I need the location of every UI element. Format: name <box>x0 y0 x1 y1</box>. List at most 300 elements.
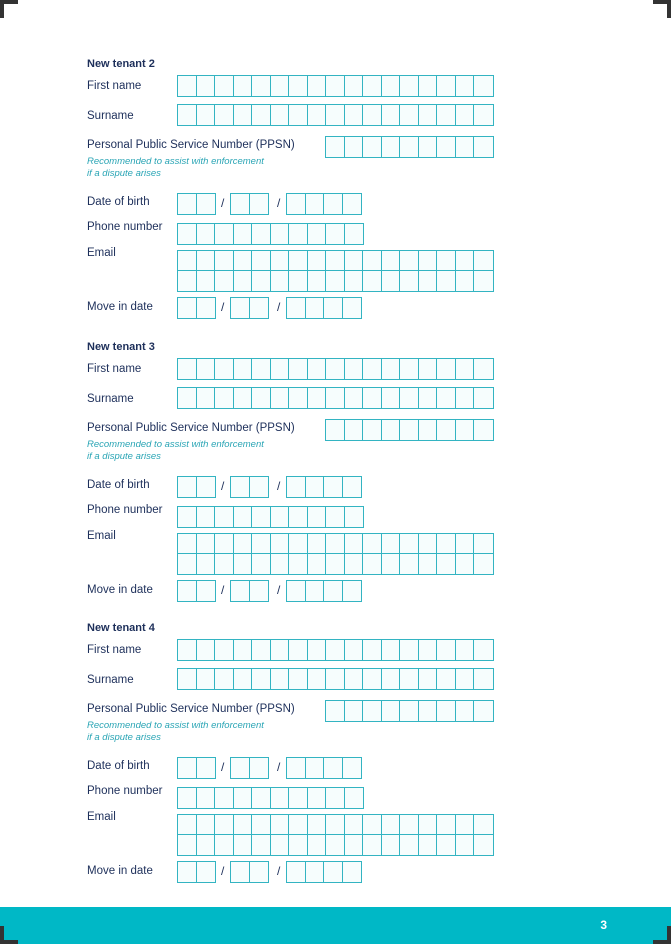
character-box[interactable] <box>363 137 382 157</box>
character-box[interactable] <box>382 815 401 835</box>
character-box[interactable] <box>456 137 475 157</box>
character-box[interactable] <box>382 640 401 660</box>
character-box[interactable] <box>234 76 253 96</box>
character-box[interactable] <box>308 76 327 96</box>
character-box[interactable] <box>326 76 345 96</box>
character-box[interactable] <box>197 359 216 379</box>
character-box[interactable] <box>419 359 438 379</box>
ppsn-boxes[interactable] <box>325 419 494 441</box>
character-box[interactable] <box>437 137 456 157</box>
character-box[interactable] <box>306 758 325 778</box>
character-box[interactable] <box>382 271 401 291</box>
character-box[interactable] <box>234 640 253 660</box>
character-box[interactable] <box>345 554 364 574</box>
dob-day-boxes[interactable] <box>177 476 216 498</box>
character-box[interactable] <box>215 835 234 855</box>
character-box[interactable] <box>363 701 382 721</box>
character-box[interactable] <box>178 359 197 379</box>
character-box[interactable] <box>197 815 216 835</box>
character-box[interactable] <box>324 862 343 882</box>
character-box[interactable] <box>326 137 345 157</box>
character-box[interactable] <box>308 815 327 835</box>
character-box[interactable] <box>178 815 197 835</box>
character-box[interactable] <box>400 835 419 855</box>
phone-boxes[interactable] <box>177 223 364 245</box>
character-box[interactable] <box>419 815 438 835</box>
character-box[interactable] <box>456 534 475 554</box>
character-box[interactable] <box>326 669 345 689</box>
character-box[interactable] <box>289 788 308 808</box>
character-box[interactable] <box>289 554 308 574</box>
character-box[interactable] <box>234 507 253 527</box>
character-box[interactable] <box>382 105 401 125</box>
character-box[interactable] <box>363 105 382 125</box>
character-box[interactable] <box>252 224 271 244</box>
character-box[interactable] <box>287 194 306 214</box>
character-box[interactable] <box>419 701 438 721</box>
move-in-year-boxes[interactable] <box>286 861 362 883</box>
character-box[interactable] <box>363 388 382 408</box>
character-box[interactable] <box>271 554 290 574</box>
character-box[interactable] <box>345 76 364 96</box>
character-box[interactable] <box>456 105 475 125</box>
character-box[interactable] <box>456 554 475 574</box>
character-box[interactable] <box>197 224 216 244</box>
character-box[interactable] <box>271 224 290 244</box>
character-box[interactable] <box>437 388 456 408</box>
character-box[interactable] <box>363 251 382 271</box>
character-box[interactable] <box>197 758 216 778</box>
character-box[interactable] <box>308 251 327 271</box>
character-box[interactable] <box>456 251 475 271</box>
character-box[interactable] <box>289 388 308 408</box>
character-box[interactable] <box>252 554 271 574</box>
character-box[interactable] <box>271 507 290 527</box>
character-box[interactable] <box>474 835 493 855</box>
character-box[interactable] <box>215 640 234 660</box>
character-box[interactable] <box>437 534 456 554</box>
character-box[interactable] <box>419 251 438 271</box>
character-box[interactable] <box>400 137 419 157</box>
character-box[interactable] <box>345 137 364 157</box>
character-box[interactable] <box>178 788 197 808</box>
character-box[interactable] <box>308 788 327 808</box>
character-box[interactable] <box>178 76 197 96</box>
character-box[interactable] <box>215 669 234 689</box>
character-box[interactable] <box>287 298 306 318</box>
character-box[interactable] <box>474 137 493 157</box>
first-name-boxes[interactable] <box>177 75 494 97</box>
character-box[interactable] <box>215 534 234 554</box>
character-box[interactable] <box>178 581 197 601</box>
character-box[interactable] <box>252 669 271 689</box>
character-box[interactable] <box>400 534 419 554</box>
character-box[interactable] <box>178 835 197 855</box>
character-box[interactable] <box>400 359 419 379</box>
character-box[interactable] <box>326 507 345 527</box>
character-box[interactable] <box>252 815 271 835</box>
character-box[interactable] <box>345 669 364 689</box>
character-box[interactable] <box>231 758 250 778</box>
dob-day-boxes[interactable] <box>177 193 216 215</box>
character-box[interactable] <box>474 271 493 291</box>
move-in-year-boxes[interactable] <box>286 580 362 602</box>
character-box[interactable] <box>419 640 438 660</box>
character-box[interactable] <box>308 359 327 379</box>
character-box[interactable] <box>363 271 382 291</box>
character-box[interactable] <box>456 420 475 440</box>
move-in-day-boxes[interactable] <box>177 580 216 602</box>
character-box[interactable] <box>400 640 419 660</box>
character-box[interactable] <box>287 758 306 778</box>
character-box[interactable] <box>382 554 401 574</box>
character-box[interactable] <box>197 251 216 271</box>
surname-boxes[interactable] <box>177 387 494 409</box>
character-box[interactable] <box>197 105 216 125</box>
character-box[interactable] <box>234 224 253 244</box>
character-box[interactable] <box>289 815 308 835</box>
character-box[interactable] <box>456 669 475 689</box>
character-box[interactable] <box>252 105 271 125</box>
character-box[interactable] <box>289 835 308 855</box>
character-box[interactable] <box>289 640 308 660</box>
character-box[interactable] <box>215 359 234 379</box>
character-box[interactable] <box>178 298 197 318</box>
character-box[interactable] <box>456 701 475 721</box>
dob-month-boxes[interactable] <box>230 476 269 498</box>
character-box[interactable] <box>456 271 475 291</box>
character-box[interactable] <box>474 420 493 440</box>
character-box[interactable] <box>231 477 250 497</box>
character-box[interactable] <box>382 388 401 408</box>
character-box[interactable] <box>271 105 290 125</box>
character-box[interactable] <box>326 420 345 440</box>
character-box[interactable] <box>400 701 419 721</box>
character-box[interactable] <box>345 815 364 835</box>
character-box[interactable] <box>197 194 216 214</box>
character-box[interactable] <box>326 534 345 554</box>
character-box[interactable] <box>197 788 216 808</box>
ppsn-boxes[interactable] <box>325 700 494 722</box>
character-box[interactable] <box>456 815 475 835</box>
character-box[interactable] <box>289 534 308 554</box>
character-box[interactable] <box>252 788 271 808</box>
character-box[interactable] <box>289 105 308 125</box>
character-box[interactable] <box>289 251 308 271</box>
character-box[interactable] <box>474 815 493 835</box>
character-box[interactable] <box>231 298 250 318</box>
move-in-year-boxes[interactable] <box>286 297 362 319</box>
character-box[interactable] <box>197 507 216 527</box>
character-box[interactable] <box>178 507 197 527</box>
character-box[interactable] <box>178 105 197 125</box>
character-box[interactable] <box>419 137 438 157</box>
character-box[interactable] <box>382 701 401 721</box>
character-box[interactable] <box>308 640 327 660</box>
character-box[interactable] <box>306 298 325 318</box>
character-box[interactable] <box>400 554 419 574</box>
character-box[interactable] <box>345 420 364 440</box>
character-box[interactable] <box>178 534 197 554</box>
character-box[interactable] <box>252 271 271 291</box>
character-box[interactable] <box>437 669 456 689</box>
character-box[interactable] <box>400 388 419 408</box>
character-box[interactable] <box>306 477 325 497</box>
character-box[interactable] <box>234 788 253 808</box>
character-box[interactable] <box>287 477 306 497</box>
character-box[interactable] <box>234 105 253 125</box>
character-box[interactable] <box>308 507 327 527</box>
move-in-month-boxes[interactable] <box>230 297 269 319</box>
character-box[interactable] <box>382 359 401 379</box>
character-box[interactable] <box>456 640 475 660</box>
character-box[interactable] <box>474 105 493 125</box>
character-box[interactable] <box>363 640 382 660</box>
character-box[interactable] <box>252 640 271 660</box>
character-box[interactable] <box>178 388 197 408</box>
character-box[interactable] <box>215 388 234 408</box>
character-box[interactable] <box>271 359 290 379</box>
character-box[interactable] <box>197 477 216 497</box>
character-box[interactable] <box>474 359 493 379</box>
move-in-day-boxes[interactable] <box>177 297 216 319</box>
character-box[interactable] <box>363 534 382 554</box>
character-box[interactable] <box>271 388 290 408</box>
character-box[interactable] <box>437 105 456 125</box>
email-boxes[interactable] <box>177 250 494 292</box>
character-box[interactable] <box>252 507 271 527</box>
character-box[interactable] <box>252 388 271 408</box>
character-box[interactable] <box>215 554 234 574</box>
character-box[interactable] <box>178 194 197 214</box>
character-box[interactable] <box>178 862 197 882</box>
move-in-month-boxes[interactable] <box>230 580 269 602</box>
character-box[interactable] <box>437 640 456 660</box>
character-box[interactable] <box>252 359 271 379</box>
dob-year-boxes[interactable] <box>286 193 362 215</box>
character-box[interactable] <box>363 76 382 96</box>
character-box[interactable] <box>345 640 364 660</box>
character-box[interactable] <box>308 835 327 855</box>
character-box[interactable] <box>215 815 234 835</box>
character-box[interactable] <box>234 835 253 855</box>
character-box[interactable] <box>306 862 325 882</box>
character-box[interactable] <box>345 388 364 408</box>
character-box[interactable] <box>345 788 364 808</box>
character-box[interactable] <box>382 669 401 689</box>
character-box[interactable] <box>250 581 269 601</box>
character-box[interactable] <box>326 788 345 808</box>
character-box[interactable] <box>400 669 419 689</box>
character-box[interactable] <box>215 76 234 96</box>
character-box[interactable] <box>345 534 364 554</box>
ppsn-boxes[interactable] <box>325 136 494 158</box>
character-box[interactable] <box>474 640 493 660</box>
character-box[interactable] <box>326 835 345 855</box>
character-box[interactable] <box>419 835 438 855</box>
character-box[interactable] <box>400 420 419 440</box>
character-box[interactable] <box>474 76 493 96</box>
character-box[interactable] <box>437 815 456 835</box>
character-box[interactable] <box>308 669 327 689</box>
character-box[interactable] <box>215 251 234 271</box>
character-box[interactable] <box>343 477 362 497</box>
email-boxes[interactable] <box>177 533 494 575</box>
character-box[interactable] <box>308 271 327 291</box>
character-box[interactable] <box>308 388 327 408</box>
character-box[interactable] <box>250 862 269 882</box>
character-box[interactable] <box>343 581 362 601</box>
character-box[interactable] <box>363 420 382 440</box>
character-box[interactable] <box>252 76 271 96</box>
surname-boxes[interactable] <box>177 668 494 690</box>
character-box[interactable] <box>324 581 343 601</box>
character-box[interactable] <box>419 271 438 291</box>
character-box[interactable] <box>437 835 456 855</box>
character-box[interactable] <box>308 554 327 574</box>
character-box[interactable] <box>289 669 308 689</box>
character-box[interactable] <box>234 359 253 379</box>
character-box[interactable] <box>178 271 197 291</box>
character-box[interactable] <box>178 477 197 497</box>
character-box[interactable] <box>289 271 308 291</box>
character-box[interactable] <box>178 669 197 689</box>
character-box[interactable] <box>231 862 250 882</box>
dob-year-boxes[interactable] <box>286 476 362 498</box>
character-box[interactable] <box>306 581 325 601</box>
character-box[interactable] <box>250 194 269 214</box>
character-box[interactable] <box>400 271 419 291</box>
character-box[interactable] <box>363 554 382 574</box>
character-box[interactable] <box>231 581 250 601</box>
character-box[interactable] <box>271 271 290 291</box>
character-box[interactable] <box>234 251 253 271</box>
character-box[interactable] <box>271 76 290 96</box>
character-box[interactable] <box>215 105 234 125</box>
character-box[interactable] <box>252 835 271 855</box>
character-box[interactable] <box>419 105 438 125</box>
character-box[interactable] <box>419 76 438 96</box>
phone-boxes[interactable] <box>177 506 364 528</box>
character-box[interactable] <box>324 758 343 778</box>
character-box[interactable] <box>324 298 343 318</box>
character-box[interactable] <box>252 534 271 554</box>
character-box[interactable] <box>382 835 401 855</box>
character-box[interactable] <box>343 758 362 778</box>
character-box[interactable] <box>343 298 362 318</box>
character-box[interactable] <box>326 388 345 408</box>
character-box[interactable] <box>326 554 345 574</box>
character-box[interactable] <box>363 835 382 855</box>
character-box[interactable] <box>400 815 419 835</box>
character-box[interactable] <box>419 554 438 574</box>
dob-year-boxes[interactable] <box>286 757 362 779</box>
character-box[interactable] <box>363 669 382 689</box>
character-box[interactable] <box>326 815 345 835</box>
character-box[interactable] <box>197 534 216 554</box>
character-box[interactable] <box>287 862 306 882</box>
character-box[interactable] <box>231 194 250 214</box>
character-box[interactable] <box>326 105 345 125</box>
character-box[interactable] <box>419 388 438 408</box>
character-box[interactable] <box>289 359 308 379</box>
character-box[interactable] <box>456 359 475 379</box>
character-box[interactable] <box>271 251 290 271</box>
character-box[interactable] <box>326 251 345 271</box>
character-box[interactable] <box>437 420 456 440</box>
character-box[interactable] <box>474 669 493 689</box>
character-box[interactable] <box>308 224 327 244</box>
character-box[interactable] <box>234 534 253 554</box>
character-box[interactable] <box>382 251 401 271</box>
character-box[interactable] <box>271 534 290 554</box>
character-box[interactable] <box>234 669 253 689</box>
character-box[interactable] <box>308 534 327 554</box>
character-box[interactable] <box>382 420 401 440</box>
character-box[interactable] <box>234 271 253 291</box>
character-box[interactable] <box>197 835 216 855</box>
character-box[interactable] <box>326 271 345 291</box>
character-box[interactable] <box>178 251 197 271</box>
character-box[interactable] <box>419 420 438 440</box>
character-box[interactable] <box>437 701 456 721</box>
character-box[interactable] <box>250 298 269 318</box>
character-box[interactable] <box>382 137 401 157</box>
character-box[interactable] <box>326 224 345 244</box>
character-box[interactable] <box>345 224 364 244</box>
character-box[interactable] <box>271 640 290 660</box>
character-box[interactable] <box>250 477 269 497</box>
character-box[interactable] <box>345 271 364 291</box>
character-box[interactable] <box>287 581 306 601</box>
character-box[interactable] <box>456 76 475 96</box>
character-box[interactable] <box>324 194 343 214</box>
character-box[interactable] <box>178 640 197 660</box>
character-box[interactable] <box>234 388 253 408</box>
character-box[interactable] <box>474 251 493 271</box>
email-boxes[interactable] <box>177 814 494 856</box>
character-box[interactable] <box>363 359 382 379</box>
character-box[interactable] <box>419 669 438 689</box>
dob-day-boxes[interactable] <box>177 757 216 779</box>
character-box[interactable] <box>326 359 345 379</box>
character-box[interactable] <box>474 701 493 721</box>
first-name-boxes[interactable] <box>177 358 494 380</box>
character-box[interactable] <box>178 758 197 778</box>
character-box[interactable] <box>178 554 197 574</box>
character-box[interactable] <box>252 251 271 271</box>
character-box[interactable] <box>197 298 216 318</box>
dob-month-boxes[interactable] <box>230 757 269 779</box>
character-box[interactable] <box>437 271 456 291</box>
character-box[interactable] <box>419 534 438 554</box>
character-box[interactable] <box>474 388 493 408</box>
character-box[interactable] <box>324 477 343 497</box>
phone-boxes[interactable] <box>177 787 364 809</box>
character-box[interactable] <box>326 640 345 660</box>
character-box[interactable] <box>197 581 216 601</box>
character-box[interactable] <box>197 640 216 660</box>
character-box[interactable] <box>197 669 216 689</box>
character-box[interactable] <box>382 76 401 96</box>
character-box[interactable] <box>289 507 308 527</box>
character-box[interactable] <box>474 534 493 554</box>
character-box[interactable] <box>271 788 290 808</box>
character-box[interactable] <box>343 862 362 882</box>
character-box[interactable] <box>345 701 364 721</box>
character-box[interactable] <box>437 359 456 379</box>
character-box[interactable] <box>197 76 216 96</box>
